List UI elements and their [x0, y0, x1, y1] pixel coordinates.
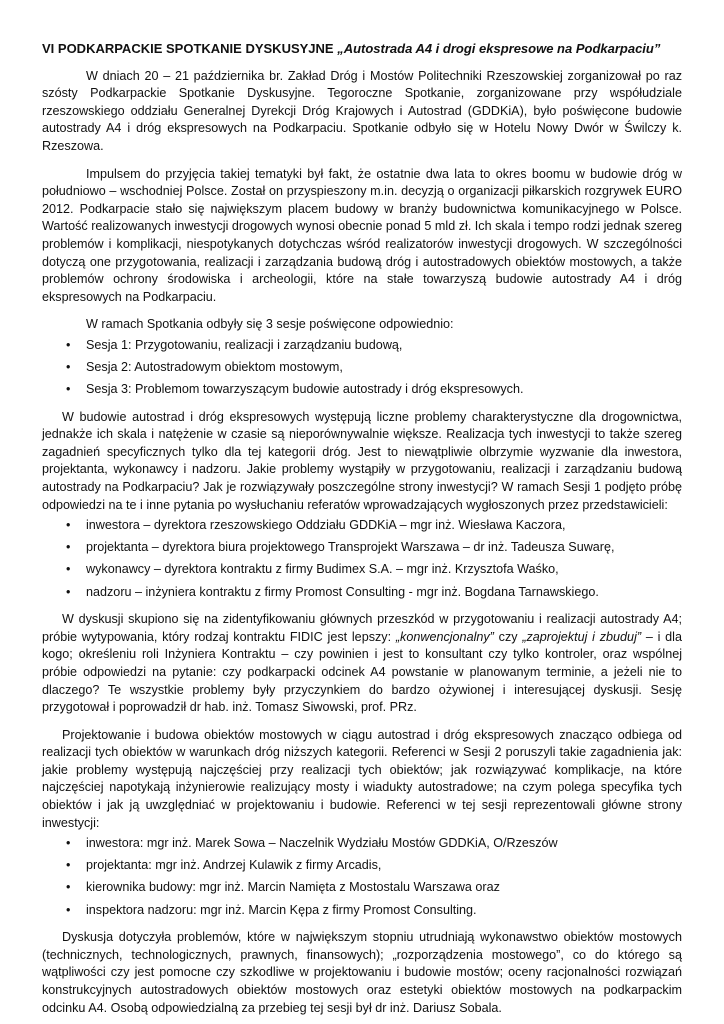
- bullet-icon: •: [66, 584, 71, 599]
- list-item: [42, 517, 682, 535]
- text-run: – i dla kogo; określeniu roli Inżyniera Kontraktu – czy powinien i jest to konsultant czy tylko kontroler, oraz wspólnej próbie odpowiedzi na pytanie: czy podkarpacki odcinek A4 powstanie w planowanym terminie, a jeżeli nie to dlaczego? Te wszystkie problemy były przyczynkiem do bardzo ożywionej i interesującej dyskusji. Sesję przygotował i poprowadził dr hab. inż. Tomasz Siwowski, prof. PRz.: [42, 629, 682, 715]
- bullet-icon: •: [66, 836, 71, 851]
- sessions-list: [42, 337, 682, 399]
- list-item: [42, 902, 682, 920]
- session-label: Sesja 3: Problemom towarzyszącym budowie autostrady i dróg ekspresowych.: [86, 382, 524, 397]
- speaker-label: projektanta: mgr inż. Andrzej Kulawik z firmy Arcadis,: [86, 858, 382, 873]
- text-run: czy: [493, 629, 523, 644]
- title-main: VI PODKARPACKIE SPOTKANIE DYSKUSYJNE: [42, 41, 338, 56]
- list-item: [42, 561, 682, 579]
- bullet-icon: •: [66, 880, 71, 895]
- bullet-icon: •: [66, 540, 71, 555]
- list-item: [42, 835, 682, 853]
- list-item: [42, 381, 682, 399]
- paragraph-session1: W budowie autostrad i dróg ekspresowych występują liczne problemy charakterystyczne dla drogownictwa, jednakże ich skala i natężenie w czasie są nieporównywalnie większe. Realizacja tych inwestycji to także szereg zagadnień specyficznych tylko dla tej kategorii dróg. Jest to niewątpliwie olbrzymie wyzwanie dla inwestora, projektanta, wykonawcy i nadzoru. Jakie problemy wystąpiły w przygotowaniu, realizacji i zarządzaniu budową autostrady na Podkarpaciu? Jak je rozwiązywały poszczególne strony inwestycji? W ramach Sesji 1 podjęto próbę odpowiedzi na te i inne pytania po wysłuchaniu referatów wprowadzających wygłoszonych przez przedstawicieli:: [42, 409, 682, 512]
- speaker-label: inwestora – dyrektora rzeszowskiego Oddziału GDDKiA – mgr inż. Wiesława Kaczora,: [86, 518, 566, 533]
- list-item: [42, 879, 682, 897]
- paragraph-discussion1: [42, 611, 682, 717]
- speaker-label: inspektora nadzoru: mgr inż. Marcin Kępa z firmy Promost Consulting.: [86, 902, 477, 917]
- session-label: Sesja 2: Autostradowym obiektom mostowym,: [86, 360, 343, 374]
- document-title: [42, 40, 682, 58]
- session1-speakers-list: [42, 517, 682, 601]
- bullet-icon: •: [66, 562, 71, 577]
- bullet-icon: •: [66, 902, 71, 917]
- speaker-label: kierownika budowy: mgr inż. Marcin Namięta z Mostostalu Warszawa oraz: [86, 880, 500, 895]
- speaker-label: wykonawcy – dyrektora kontraktu z firmy Budimex S.A. – mgr inż. Krzysztofa Waśko,: [86, 562, 559, 577]
- bullet-icon: •: [66, 858, 71, 873]
- bullet-icon: •: [66, 518, 71, 533]
- paragraph-impulse: Impulsem do przyjęcia takiej tematyki był fakt, że ostatnie dwa lata to okres boomu w budowie dróg w południowo – wschodniej Polsce. Został on przyspieszony m.in. decyzją o organizacji piłkarskich rozgrywek EURO 2012. Podkarpacie stało się największym placem budowy w branży budownictwa komunikacyjnego w Polsce. Wartość realizowanych inwestycji drogowych wynosi obecnie ponad 5 mld zł. Ich skala i tempo rodzi jednak szereg problemów i komplikacji, niespotykanych dotychczas wśród realizatorów inwestycji drogowych. W szczególności dotyczą one przygotowania, realizacji i zarządzania budową dróg i autostradowych obiektów mostowych, a także problemów ochrony środowiska i archeologii, które na stałe towarzyszą budowie autostrady A4 i dróg ekspresowych na Podkarpaciu.: [42, 166, 683, 304]
- list-item: [42, 337, 682, 355]
- list-item: [42, 539, 682, 557]
- paragraph-discussion2: Dyskusja dotyczyła problemów, które w największym stopniu utrudniają wykonawstwo obiektów mostowych (technicznych, technologicznych, prawnych, finansowych); „rozporządzenia mostowego”, co do którego są wątpliwości czy jest pomocne czy szkodliwe w projektowaniu i budowie mostów; oceny racjonalności rozwiązań konstrukcyjnych autostradowych obiektów mostowych oraz estetyki obiektów mostowych na podkarpackim odcinku A4. Osobą odpowiedzialną za przebieg tej sesji był dr inż. Dariusz Sobala.: [42, 930, 682, 1015]
- text-run-italic: „zaprojektuj i zbuduj”: [522, 629, 642, 644]
- paragraph-intro: W dniach 20 – 21 października br. Zakład Dróg i Mostów Politechniki Rzeszowskiej zorganizował po raz szósty Podkarpackie Spotkanie Dyskusyjne. Tegoroczne Spotkanie, zorganizowane przy współudziale rzeszowskiego oddziału Generalnej Dyrekcji Dróg Krajowych i Autostrad (GDDKiA), było poświęcone budowie autostrady A4 i dróg ekspresowych na Podkarpaciu. Spotkanie odbyło się w Hotelu Nowy Dwór w Świlczy k. Rzeszowa.: [42, 68, 682, 153]
- paragraph-sessions-intro: W ramach Spotkania odbyły się 3 sesje poświęcone odpowiednio:: [86, 317, 454, 332]
- text-run: W dyskusji skupiono się na zidentyfikowaniu głównych przeszkód w przygotowaniu i realizacji autostrady A4; próbie wytypowania, który rodzaj kontraktu FIDIC jest lepszy:: [42, 612, 682, 644]
- list-item: [42, 857, 682, 875]
- session2-speakers-list: [42, 835, 682, 919]
- title-subtitle: „Autostrada A4 i drogi ekspresowe na Podkarpaciu”: [337, 41, 661, 56]
- bullet-icon: •: [66, 360, 71, 374]
- text-run-italic: „konwencjonalny”: [395, 629, 494, 644]
- speaker-label: inwestora: mgr inż. Marek Sowa – Naczelnik Wydziału Mostów GDDKiA, O/Rzeszów: [86, 836, 558, 851]
- speaker-label: nadzoru – inżyniera kontraktu z firmy Promost Consulting - mgr inż. Bogdana Tarnawskiego.: [86, 584, 599, 599]
- bullet-icon: •: [66, 382, 71, 397]
- paragraph-session2: Projektowanie i budowa obiektów mostowych w ciągu autostrad i dróg ekspresowych znacząco odbiega od realizacji tych obiektów w warunkach dróg niższych kategorii. Referenci w Sesji 2 poruszyli takie zagadnienia jak: jakie problemy występują najczęściej przy realizacji tych obiektów; jak rozwiązywać komplikacje, na które najczęściej napotykają inżynierowie realizujący mosty i wiadukty autostradowe; na czym polega specyfika tych obiektów i jak ją uwzględniać w projektowaniu i budowie. Referenci w tej sesji reprezentowali główne strony inwestycji:: [42, 727, 682, 830]
- list-item: [42, 359, 682, 377]
- speaker-label: projektanta – dyrektora biura projektowego Transprojekt Warszawa – dr inż. Tadeusza Suwarę,: [86, 540, 615, 555]
- bullet-icon: •: [66, 337, 71, 352]
- list-item: [42, 584, 682, 602]
- session-label: Sesja 1: Przygotowaniu, realizacji i zarządzaniu budową,: [86, 337, 403, 352]
